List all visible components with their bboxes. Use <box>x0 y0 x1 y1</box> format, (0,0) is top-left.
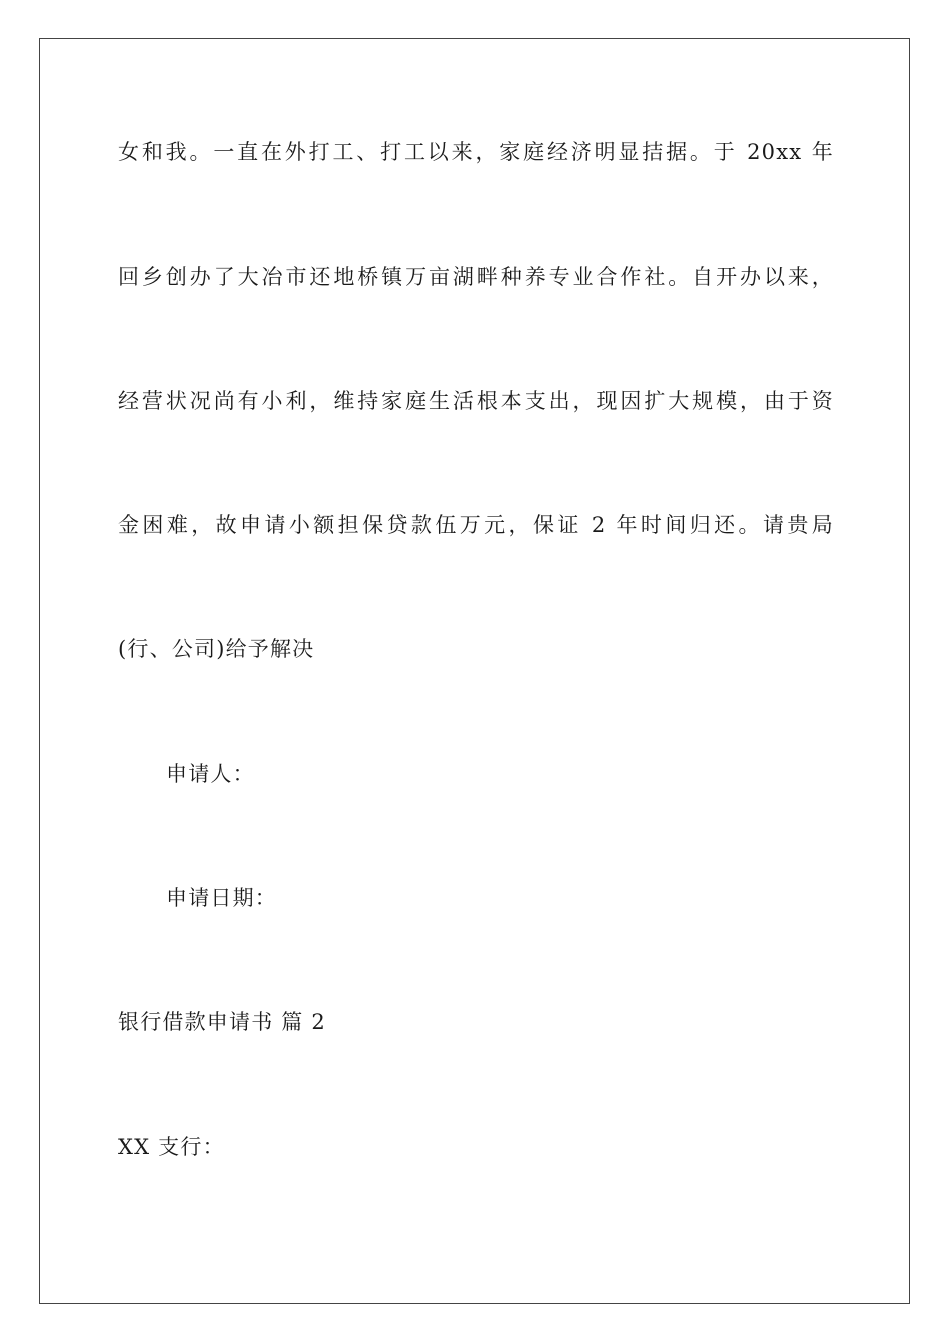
body-text-line-4: 金困难，故申请小额担保贷款伍万元，保证 2 年时间归还。请贵局 <box>118 513 834 537</box>
page-border <box>39 38 910 1304</box>
body-text-line-1: 女和我。一直在外打工、打工以来，家庭经济明显拮据。于 20xx 年 <box>118 140 834 164</box>
body-text-line-3: 经营状况尚有小利，维持家庭生活根本支出，现因扩大规模，由于资 <box>118 389 834 413</box>
applicant-label: 申请人： <box>166 762 255 786</box>
section-title: 银行借款申请书 篇 2 <box>118 1010 326 1034</box>
body-text-line-2: 回乡创办了大冶市还地桥镇万亩湖畔种养专业合作社。自开办以来， <box>118 265 834 289</box>
body-text-line-5: (行、公司)给予解决 <box>118 637 315 661</box>
date-label: 申请日期： <box>166 886 277 910</box>
salutation: XX 支行： <box>118 1135 225 1159</box>
